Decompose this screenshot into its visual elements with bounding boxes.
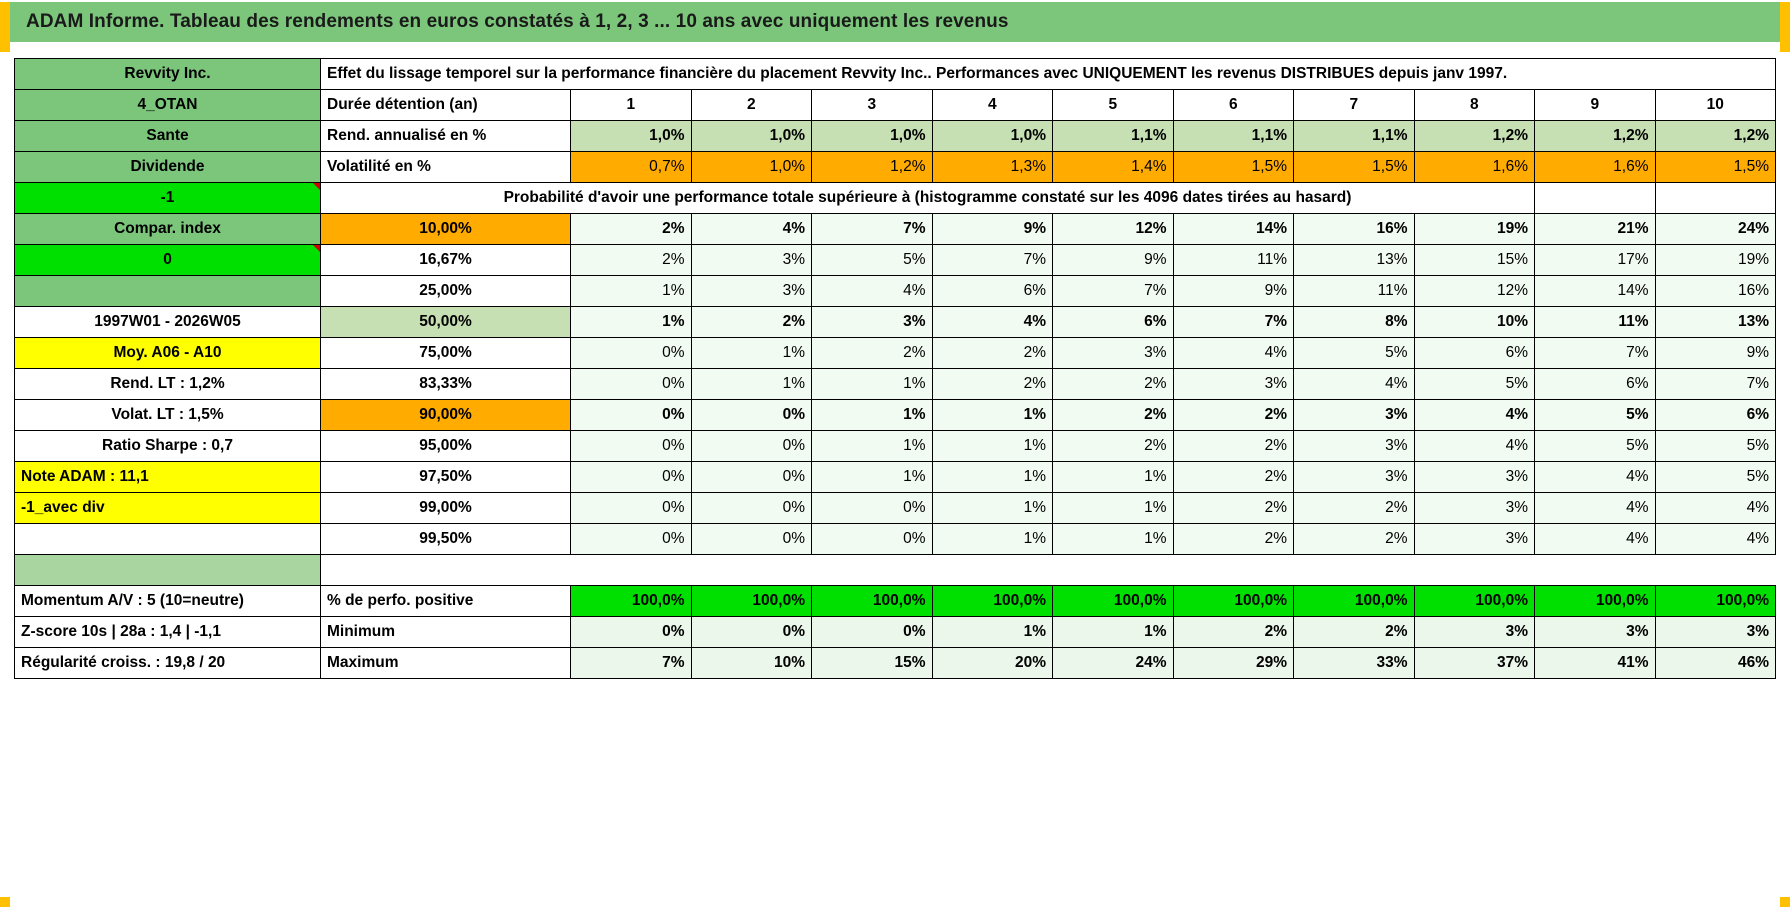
p75-10: 9% bbox=[1655, 338, 1776, 369]
p8333-1: 0% bbox=[571, 369, 692, 400]
p25-1: 1% bbox=[571, 276, 692, 307]
maximum-3: 15% bbox=[812, 648, 933, 679]
maximum-1: 7% bbox=[571, 648, 692, 679]
p75-9: 7% bbox=[1535, 338, 1656, 369]
pct-positive-8: 100,0% bbox=[1414, 586, 1535, 617]
table-row bbox=[15, 524, 1776, 555]
p10-10: 24% bbox=[1655, 214, 1776, 245]
p50-9: 11% bbox=[1535, 307, 1656, 338]
maximum-10: 46% bbox=[1655, 648, 1776, 679]
p975-1: 0% bbox=[571, 462, 692, 493]
table-row bbox=[15, 431, 1776, 462]
minimum-label: Minimum bbox=[321, 617, 571, 648]
side-label-moy: Moy. A06 - A10 bbox=[15, 338, 321, 369]
pct-positive-3: 100,0% bbox=[812, 586, 933, 617]
p25-7: 11% bbox=[1294, 276, 1415, 307]
pct-positive-9: 100,0% bbox=[1535, 586, 1656, 617]
p90-10: 6% bbox=[1655, 400, 1776, 431]
side-label-zero: 0 bbox=[15, 245, 321, 276]
p995-1: 0% bbox=[571, 524, 692, 555]
p975-2: 0% bbox=[691, 462, 812, 493]
minimum-7: 2% bbox=[1294, 617, 1415, 648]
side-label-dividende: Dividende bbox=[15, 152, 321, 183]
side-label-sante: Sante bbox=[15, 121, 321, 152]
annualized-1: 1,0% bbox=[571, 121, 692, 152]
entity-name: Revvity Inc. bbox=[15, 59, 321, 90]
p10-3: 7% bbox=[812, 214, 933, 245]
p995-3: 0% bbox=[812, 524, 933, 555]
table-row bbox=[15, 338, 1776, 369]
proba-level-10: 10,00% bbox=[321, 214, 571, 245]
proba-level-95: 95,00% bbox=[321, 431, 571, 462]
p995-9: 4% bbox=[1535, 524, 1656, 555]
side-label-compar-index: Compar. index bbox=[15, 214, 321, 245]
header-underline-right-marker bbox=[1780, 42, 1790, 52]
p50-4: 4% bbox=[932, 307, 1053, 338]
p8333-4: 2% bbox=[932, 369, 1053, 400]
proba-level-25: 25,00% bbox=[321, 276, 571, 307]
minimum-1: 0% bbox=[571, 617, 692, 648]
p995-6: 2% bbox=[1173, 524, 1294, 555]
proba-level-995: 99,50% bbox=[321, 524, 571, 555]
p1667-1: 2% bbox=[571, 245, 692, 276]
p8333-8: 5% bbox=[1414, 369, 1535, 400]
side-label-zscore: Z-score 10s | 28a : 1,4 | -1,1 bbox=[15, 617, 321, 648]
p95-7: 3% bbox=[1294, 431, 1415, 462]
p995-7: 2% bbox=[1294, 524, 1415, 555]
footer-left-marker bbox=[0, 897, 10, 907]
proba-level-8333: 83,33% bbox=[321, 369, 571, 400]
col-header-3: 3 bbox=[812, 90, 933, 121]
p95-1: 0% bbox=[571, 431, 692, 462]
p90-1: 0% bbox=[571, 400, 692, 431]
p995-4: 1% bbox=[932, 524, 1053, 555]
p10-4: 9% bbox=[932, 214, 1053, 245]
volatility-6: 1,5% bbox=[1173, 152, 1294, 183]
maximum-4: 20% bbox=[932, 648, 1053, 679]
volatility-5: 1,4% bbox=[1053, 152, 1174, 183]
footer-right-marker bbox=[1780, 897, 1790, 907]
p975-8: 3% bbox=[1414, 462, 1535, 493]
p25-6: 9% bbox=[1173, 276, 1294, 307]
volatility-8: 1,6% bbox=[1414, 152, 1535, 183]
col-header-1: 1 bbox=[571, 90, 692, 121]
p75-1: 0% bbox=[571, 338, 692, 369]
p50-10: 13% bbox=[1655, 307, 1776, 338]
p1667-6: 11% bbox=[1173, 245, 1294, 276]
col-header-2: 2 bbox=[691, 90, 812, 121]
proba-level-1667: 16,67% bbox=[321, 245, 571, 276]
minimum-8: 3% bbox=[1414, 617, 1535, 648]
p90-6: 2% bbox=[1173, 400, 1294, 431]
p25-8: 12% bbox=[1414, 276, 1535, 307]
p10-8: 19% bbox=[1414, 214, 1535, 245]
p1667-3: 5% bbox=[812, 245, 933, 276]
side-label-note-adam: Note ADAM : 11,1 bbox=[15, 462, 321, 493]
p10-6: 14% bbox=[1173, 214, 1294, 245]
pct-positive-7: 100,0% bbox=[1294, 586, 1415, 617]
side-label-regularite: Régularité croiss. : 19,8 / 20 bbox=[15, 648, 321, 679]
header-left-marker bbox=[0, 2, 10, 42]
p75-2: 1% bbox=[691, 338, 812, 369]
footer-bar bbox=[0, 897, 1790, 907]
table-spacer-row bbox=[15, 555, 1776, 586]
p995-5: 1% bbox=[1053, 524, 1174, 555]
p99-1: 0% bbox=[571, 493, 692, 524]
table-row bbox=[15, 245, 1776, 276]
p99-6: 2% bbox=[1173, 493, 1294, 524]
volatility-9: 1,6% bbox=[1535, 152, 1656, 183]
maximum-6: 29% bbox=[1173, 648, 1294, 679]
p95-5: 2% bbox=[1053, 431, 1174, 462]
minimum-4: 1% bbox=[932, 617, 1053, 648]
p1667-2: 3% bbox=[691, 245, 812, 276]
side-label-minus-one-div: -1_avec div bbox=[15, 493, 321, 524]
p25-3: 4% bbox=[812, 276, 933, 307]
p99-7: 2% bbox=[1294, 493, 1415, 524]
p25-2: 3% bbox=[691, 276, 812, 307]
side-label-ratio-sharpe: Ratio Sharpe : 0,7 bbox=[15, 431, 321, 462]
header-right-marker bbox=[1780, 2, 1790, 42]
p8333-7: 4% bbox=[1294, 369, 1415, 400]
pct-positive-10: 100,0% bbox=[1655, 586, 1776, 617]
maximum-2: 10% bbox=[691, 648, 812, 679]
p8333-9: 6% bbox=[1535, 369, 1656, 400]
maximum-5: 24% bbox=[1053, 648, 1174, 679]
p95-10: 5% bbox=[1655, 431, 1776, 462]
col-header-7: 7 bbox=[1294, 90, 1415, 121]
annualized-8: 1,2% bbox=[1414, 121, 1535, 152]
p995-2: 0% bbox=[691, 524, 812, 555]
col-header-8: 8 bbox=[1414, 90, 1535, 121]
minimum-6: 2% bbox=[1173, 617, 1294, 648]
p8333-10: 7% bbox=[1655, 369, 1776, 400]
volatility-10: 1,5% bbox=[1655, 152, 1776, 183]
side-label-momentum: Momentum A/V : 5 (10=neutre) bbox=[15, 586, 321, 617]
table-row bbox=[15, 276, 1776, 307]
p50-7: 8% bbox=[1294, 307, 1415, 338]
col-header-4: 4 bbox=[932, 90, 1053, 121]
duration-header-label: Durée détention (an) bbox=[321, 90, 571, 121]
p90-4: 1% bbox=[932, 400, 1053, 431]
p95-2: 0% bbox=[691, 431, 812, 462]
p95-3: 1% bbox=[812, 431, 933, 462]
p8333-6: 3% bbox=[1173, 369, 1294, 400]
minimum-9: 3% bbox=[1535, 617, 1656, 648]
p8333-2: 1% bbox=[691, 369, 812, 400]
probability-caption-pad-1 bbox=[1535, 183, 1656, 214]
table-row bbox=[15, 214, 1776, 245]
table-row bbox=[15, 369, 1776, 400]
p10-2: 4% bbox=[691, 214, 812, 245]
p99-10: 4% bbox=[1655, 493, 1776, 524]
p8333-5: 2% bbox=[1053, 369, 1174, 400]
volatility-7: 1,5% bbox=[1294, 152, 1415, 183]
probability-caption: Probabilité d'avoir une performance totale supérieure à (histogramme constaté sur les 4096 dates tirées au hasard) bbox=[321, 183, 1535, 214]
col-header-9: 9 bbox=[1535, 90, 1656, 121]
p90-2: 0% bbox=[691, 400, 812, 431]
p99-9: 4% bbox=[1535, 493, 1656, 524]
table-row bbox=[15, 586, 1776, 617]
table-row bbox=[15, 493, 1776, 524]
pct-positive-2: 100,0% bbox=[691, 586, 812, 617]
annualized-3: 1,0% bbox=[812, 121, 933, 152]
minimum-10: 3% bbox=[1655, 617, 1776, 648]
p90-9: 5% bbox=[1535, 400, 1656, 431]
annualized-10: 1,2% bbox=[1655, 121, 1776, 152]
annualized-label: Rend. annualisé en % bbox=[321, 121, 571, 152]
p90-5: 2% bbox=[1053, 400, 1174, 431]
p1667-4: 7% bbox=[932, 245, 1053, 276]
p1667-9: 17% bbox=[1535, 245, 1656, 276]
p75-6: 4% bbox=[1173, 338, 1294, 369]
col-header-5: 5 bbox=[1053, 90, 1174, 121]
p50-3: 3% bbox=[812, 307, 933, 338]
p50-8: 10% bbox=[1414, 307, 1535, 338]
p99-8: 3% bbox=[1414, 493, 1535, 524]
annualized-9: 1,2% bbox=[1535, 121, 1656, 152]
volatility-2: 1,0% bbox=[691, 152, 812, 183]
p1667-5: 9% bbox=[1053, 245, 1174, 276]
p10-9: 21% bbox=[1535, 214, 1656, 245]
p95-8: 4% bbox=[1414, 431, 1535, 462]
maximum-7: 33% bbox=[1294, 648, 1415, 679]
side-label-period: 1997W01 - 2026W05 bbox=[15, 307, 321, 338]
pct-positive-label: % de perfo. positive bbox=[321, 586, 571, 617]
pct-positive-6: 100,0% bbox=[1173, 586, 1294, 617]
p25-10: 16% bbox=[1655, 276, 1776, 307]
p90-3: 1% bbox=[812, 400, 933, 431]
volatility-4: 1,3% bbox=[932, 152, 1053, 183]
side-label-blank-2 bbox=[15, 524, 321, 555]
side-label-blank-1 bbox=[15, 276, 321, 307]
p75-5: 3% bbox=[1053, 338, 1174, 369]
annualized-4: 1,0% bbox=[932, 121, 1053, 152]
table-row bbox=[15, 307, 1776, 338]
p50-2: 2% bbox=[691, 307, 812, 338]
table-row bbox=[15, 59, 1776, 90]
col-header-10: 10 bbox=[1655, 90, 1776, 121]
p975-6: 2% bbox=[1173, 462, 1294, 493]
table-row bbox=[15, 462, 1776, 493]
proba-level-99: 99,00% bbox=[321, 493, 571, 524]
spacer-left bbox=[15, 555, 321, 586]
volatility-1: 0,7% bbox=[571, 152, 692, 183]
p95-6: 2% bbox=[1173, 431, 1294, 462]
side-label-minus-one: -1 bbox=[15, 183, 321, 214]
p25-4: 6% bbox=[932, 276, 1053, 307]
probability-caption-pad-2 bbox=[1655, 183, 1776, 214]
annualized-7: 1,1% bbox=[1294, 121, 1415, 152]
p75-7: 5% bbox=[1294, 338, 1415, 369]
p90-8: 4% bbox=[1414, 400, 1535, 431]
p75-3: 2% bbox=[812, 338, 933, 369]
p995-10: 4% bbox=[1655, 524, 1776, 555]
maximum-label: Maximum bbox=[321, 648, 571, 679]
header-underline-left-marker bbox=[0, 42, 10, 52]
p25-9: 14% bbox=[1535, 276, 1656, 307]
p1667-7: 13% bbox=[1294, 245, 1415, 276]
pct-positive-1: 100,0% bbox=[571, 586, 692, 617]
annualized-5: 1,1% bbox=[1053, 121, 1174, 152]
pct-positive-5: 100,0% bbox=[1053, 586, 1174, 617]
p975-5: 1% bbox=[1053, 462, 1174, 493]
p99-4: 1% bbox=[932, 493, 1053, 524]
volatility-3: 1,2% bbox=[812, 152, 933, 183]
minimum-2: 0% bbox=[691, 617, 812, 648]
table-description: Effet du lissage temporel sur la performance financière du placement Revvity Inc.. Performances avec UNIQUEMENT les revenus DISTRIBUES depuis janv 1997. bbox=[321, 59, 1776, 90]
p1667-8: 15% bbox=[1414, 245, 1535, 276]
p25-5: 7% bbox=[1053, 276, 1174, 307]
p975-9: 4% bbox=[1535, 462, 1656, 493]
proba-level-50: 50,00% bbox=[321, 307, 571, 338]
main-table-wrapper bbox=[14, 58, 1776, 679]
table-row bbox=[15, 90, 1776, 121]
table-row bbox=[15, 617, 1776, 648]
spacer-right bbox=[321, 555, 1776, 586]
annualized-2: 1,0% bbox=[691, 121, 812, 152]
p99-2: 0% bbox=[691, 493, 812, 524]
p975-10: 5% bbox=[1655, 462, 1776, 493]
p10-7: 16% bbox=[1294, 214, 1415, 245]
pct-positive-4: 100,0% bbox=[932, 586, 1053, 617]
proba-level-975: 97,50% bbox=[321, 462, 571, 493]
col-header-6: 6 bbox=[1173, 90, 1294, 121]
p75-4: 2% bbox=[932, 338, 1053, 369]
p75-8: 6% bbox=[1414, 338, 1535, 369]
p90-7: 3% bbox=[1294, 400, 1415, 431]
p50-5: 6% bbox=[1053, 307, 1174, 338]
header-underline bbox=[0, 42, 1790, 52]
table-row bbox=[15, 152, 1776, 183]
side-label-otan: 4_OTAN bbox=[15, 90, 321, 121]
p975-7: 3% bbox=[1294, 462, 1415, 493]
side-label-volat-lt: Volat. LT : 1,5% bbox=[15, 400, 321, 431]
minimum-3: 0% bbox=[812, 617, 933, 648]
table-row bbox=[15, 648, 1776, 679]
p10-5: 12% bbox=[1053, 214, 1174, 245]
p50-1: 1% bbox=[571, 307, 692, 338]
proba-level-90: 90,00% bbox=[321, 400, 571, 431]
volatility-label: Volatilité en % bbox=[321, 152, 571, 183]
p975-3: 1% bbox=[812, 462, 933, 493]
table-row bbox=[15, 121, 1776, 152]
page-title: ADAM Informe. Tableau des rendements en euros constatés à 1, 2, 3 ... 10 ans avec uniquement les revenus bbox=[26, 11, 1009, 32]
p50-6: 7% bbox=[1173, 307, 1294, 338]
p8333-3: 1% bbox=[812, 369, 933, 400]
p1667-10: 19% bbox=[1655, 245, 1776, 276]
p95-9: 5% bbox=[1535, 431, 1656, 462]
side-label-rend-lt: Rend. LT : 1,2% bbox=[15, 369, 321, 400]
p995-8: 3% bbox=[1414, 524, 1535, 555]
p10-1: 2% bbox=[571, 214, 692, 245]
maximum-9: 41% bbox=[1535, 648, 1656, 679]
page-header-band bbox=[0, 2, 1790, 42]
maximum-8: 37% bbox=[1414, 648, 1535, 679]
table-row bbox=[15, 400, 1776, 431]
table-row bbox=[15, 183, 1776, 214]
annualized-6: 1,1% bbox=[1173, 121, 1294, 152]
p99-3: 0% bbox=[812, 493, 933, 524]
p99-5: 1% bbox=[1053, 493, 1174, 524]
minimum-5: 1% bbox=[1053, 617, 1174, 648]
performance-table bbox=[14, 58, 1776, 679]
p975-4: 1% bbox=[932, 462, 1053, 493]
p95-4: 1% bbox=[932, 431, 1053, 462]
proba-level-75: 75,00% bbox=[321, 338, 571, 369]
